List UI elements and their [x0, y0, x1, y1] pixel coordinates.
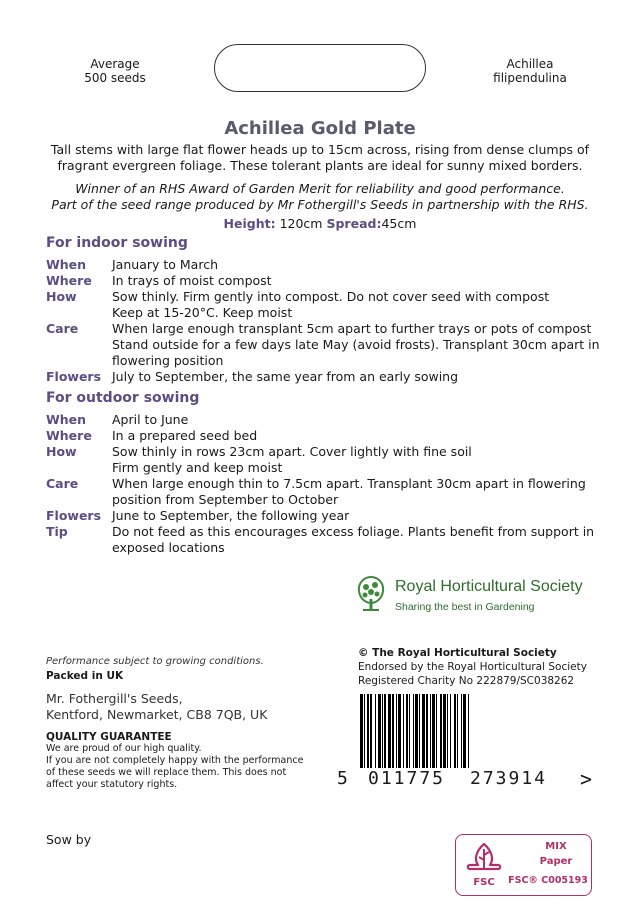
guarantee-text: We are proud of our high quality. If you are not completely happy with the performance of these seeds we will replace them. This does not affect your statutory rights.	[46, 743, 304, 790]
sow-by-label: Sow by	[46, 832, 92, 847]
outdoor-heading: For outdoor sowing	[46, 390, 200, 406]
seed-count: Average 500 seeds	[84, 57, 146, 85]
rhs-name: Royal Horticultural Society	[395, 578, 583, 595]
guarantee-title: QUALITY GUARANTEE	[46, 731, 172, 743]
dimensions: Height: 120cm Spread:45cm	[223, 216, 417, 231]
fsc-tree-icon	[464, 841, 504, 877]
description: Tall stems with large flat flower heads up to 15cm across, rising from dense clumps of fragrant evergreen foliage. These tolerant plants are ideal for sunny mixed borders.	[50, 142, 590, 173]
performance-note: Performance subject to growing conditions.	[46, 656, 264, 667]
award-text: Winner of an RHS Award of Garden Merit for reliability and good performance. Part of the seed range produced by Mr Fothergill's Seeds in partnership with the RHS.	[51, 181, 589, 212]
rhs-endorsed: Endorsed by the Royal Horticultural Society	[358, 661, 587, 673]
rhs-tree-icon	[356, 573, 386, 615]
barcode-bar	[469, 694, 470, 768]
barcode-left-digits: 011775	[368, 768, 446, 789]
barcode	[360, 694, 570, 768]
sow-by-oval	[214, 44, 426, 92]
rhs-charity: Registered Charity No 222879/SC038262	[358, 675, 575, 687]
fsc-logo-text: FSC	[473, 877, 495, 888]
fsc-mix: MIX	[545, 841, 567, 852]
indoor-heading: For indoor sowing	[46, 235, 188, 251]
product-title: Achillea Gold Plate	[224, 118, 416, 139]
barcode-right-digits: 273914	[470, 768, 548, 789]
fsc-badge	[455, 834, 592, 896]
latin-name: Achillea filipendulina	[493, 57, 567, 85]
barcode-first-digit: 5	[337, 768, 348, 789]
packed-in: Packed in UK	[46, 670, 124, 682]
rhs-tagline: Sharing the best in Gardening	[395, 601, 535, 613]
fsc-code: FSC® C005193	[508, 875, 588, 886]
company-address: Mr. Fothergill's Seeds, Kentford, Newmarket, CB8 7QB, UK	[46, 691, 268, 722]
fsc-paper: Paper	[539, 856, 573, 867]
rhs-copyright: © The Royal Horticultural Society	[358, 647, 557, 659]
barcode-end-mark: >	[580, 767, 593, 791]
